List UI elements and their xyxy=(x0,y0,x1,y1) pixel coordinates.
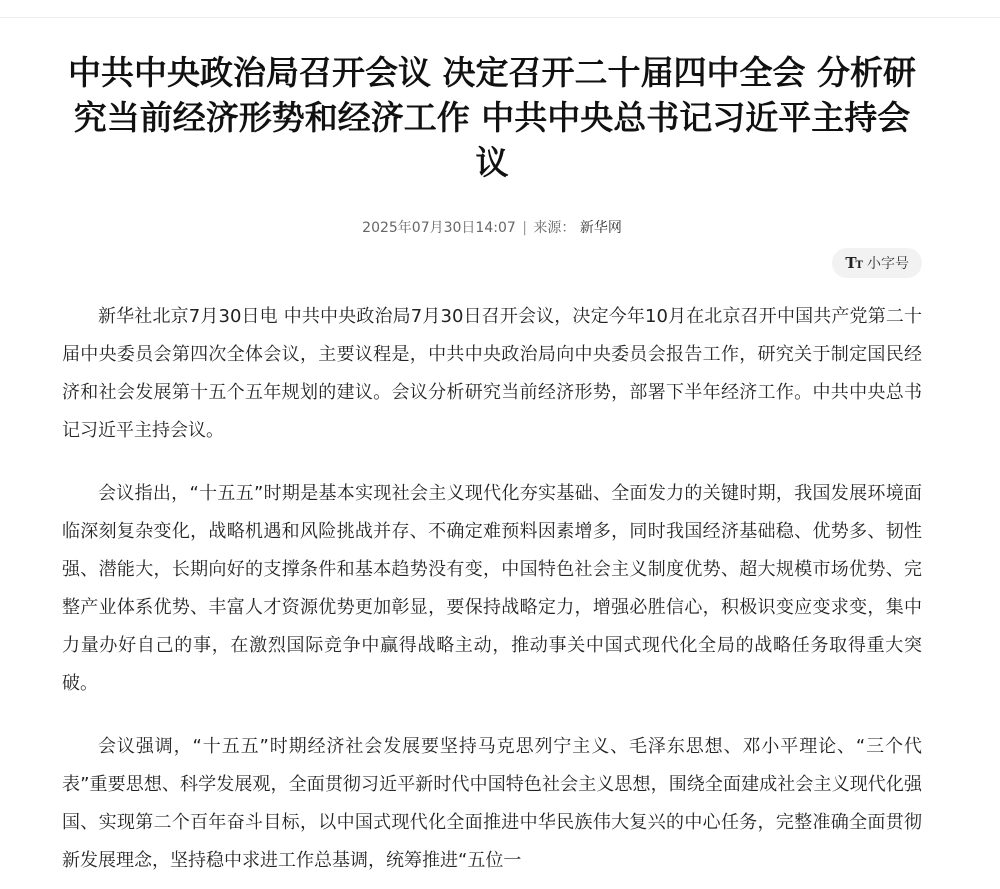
article-title: 中共中央政治局召开会议 决定召开二十届四中全会 分析研究当前经济形势和经济工作 中共中央总书记习近平主持会议 xyxy=(68,53,916,182)
font-toggle-row xyxy=(62,248,922,278)
top-bar xyxy=(0,0,1000,18)
source-name: 新华网 xyxy=(579,220,622,236)
article xyxy=(62,50,922,889)
source-label: 来源： xyxy=(533,220,576,236)
paragraph: 新华社北京7月30日电 中共中央政治局7月30日召开会议，决定今年10月在北京召开中国共产党第二十届中央委员会第四次全体会议，主要议程是，中共中央政治局向中央委员会报告工作，研究关于制定国民经济和社会发展第十五个五年规划的建议。会议分析研究当前经济形势，部署下半年经济工作。中共中央总书记习近平主持会议。 xyxy=(62,306,922,441)
font-size-toggle-button[interactable] xyxy=(832,248,922,278)
article-meta xyxy=(62,218,922,238)
font-size-toggle-label: 小字号 xyxy=(867,256,909,272)
article-body xyxy=(62,298,922,880)
publish-datetime: 2025年07月30日14:07 xyxy=(362,220,516,236)
text-size-icon: TT xyxy=(845,254,862,272)
meta-separator: | xyxy=(522,220,527,236)
paragraph: 会议指出，“十五五”时期是基本实现社会主义现代化夯实基础、全面发力的关键时期，我国发展环境面临深刻复杂变化，战略机遇和风险挑战并存、不确定难预料因素增多，同时我国经济基础稳、优势多、韧性强、潜能大，长期向好的支撑条件和基本趋势没有变，中国特色社会主义制度优势、超大规模市场优势、完整产业体系优势、丰富人才资源优势更加彰显，要保持战略定力，增强必胜信心，积极识变应变求变，集中力量办好自己的事，在激烈国际竞争中赢得战略主动，推动事关中国式现代化全局的战略任务取得重大突破。 xyxy=(62,483,922,694)
paragraph: 会议强调，“十五五”时期经济社会发展要坚持马克思列宁主义、毛泽东思想、邓小平理论、“三个代表”重要思想、科学发展观，全面贯彻习近平新时代中国特色社会主义思想，围绕全面建成社会主义现代化强国、实现第二个百年奋斗目标，以中国式现代化全面推进中华民族伟大复兴的中心任务，完整准确全面贯彻新发展理念，坚持稳中求进工作总基调，统筹推进“五位一 xyxy=(62,736,922,871)
